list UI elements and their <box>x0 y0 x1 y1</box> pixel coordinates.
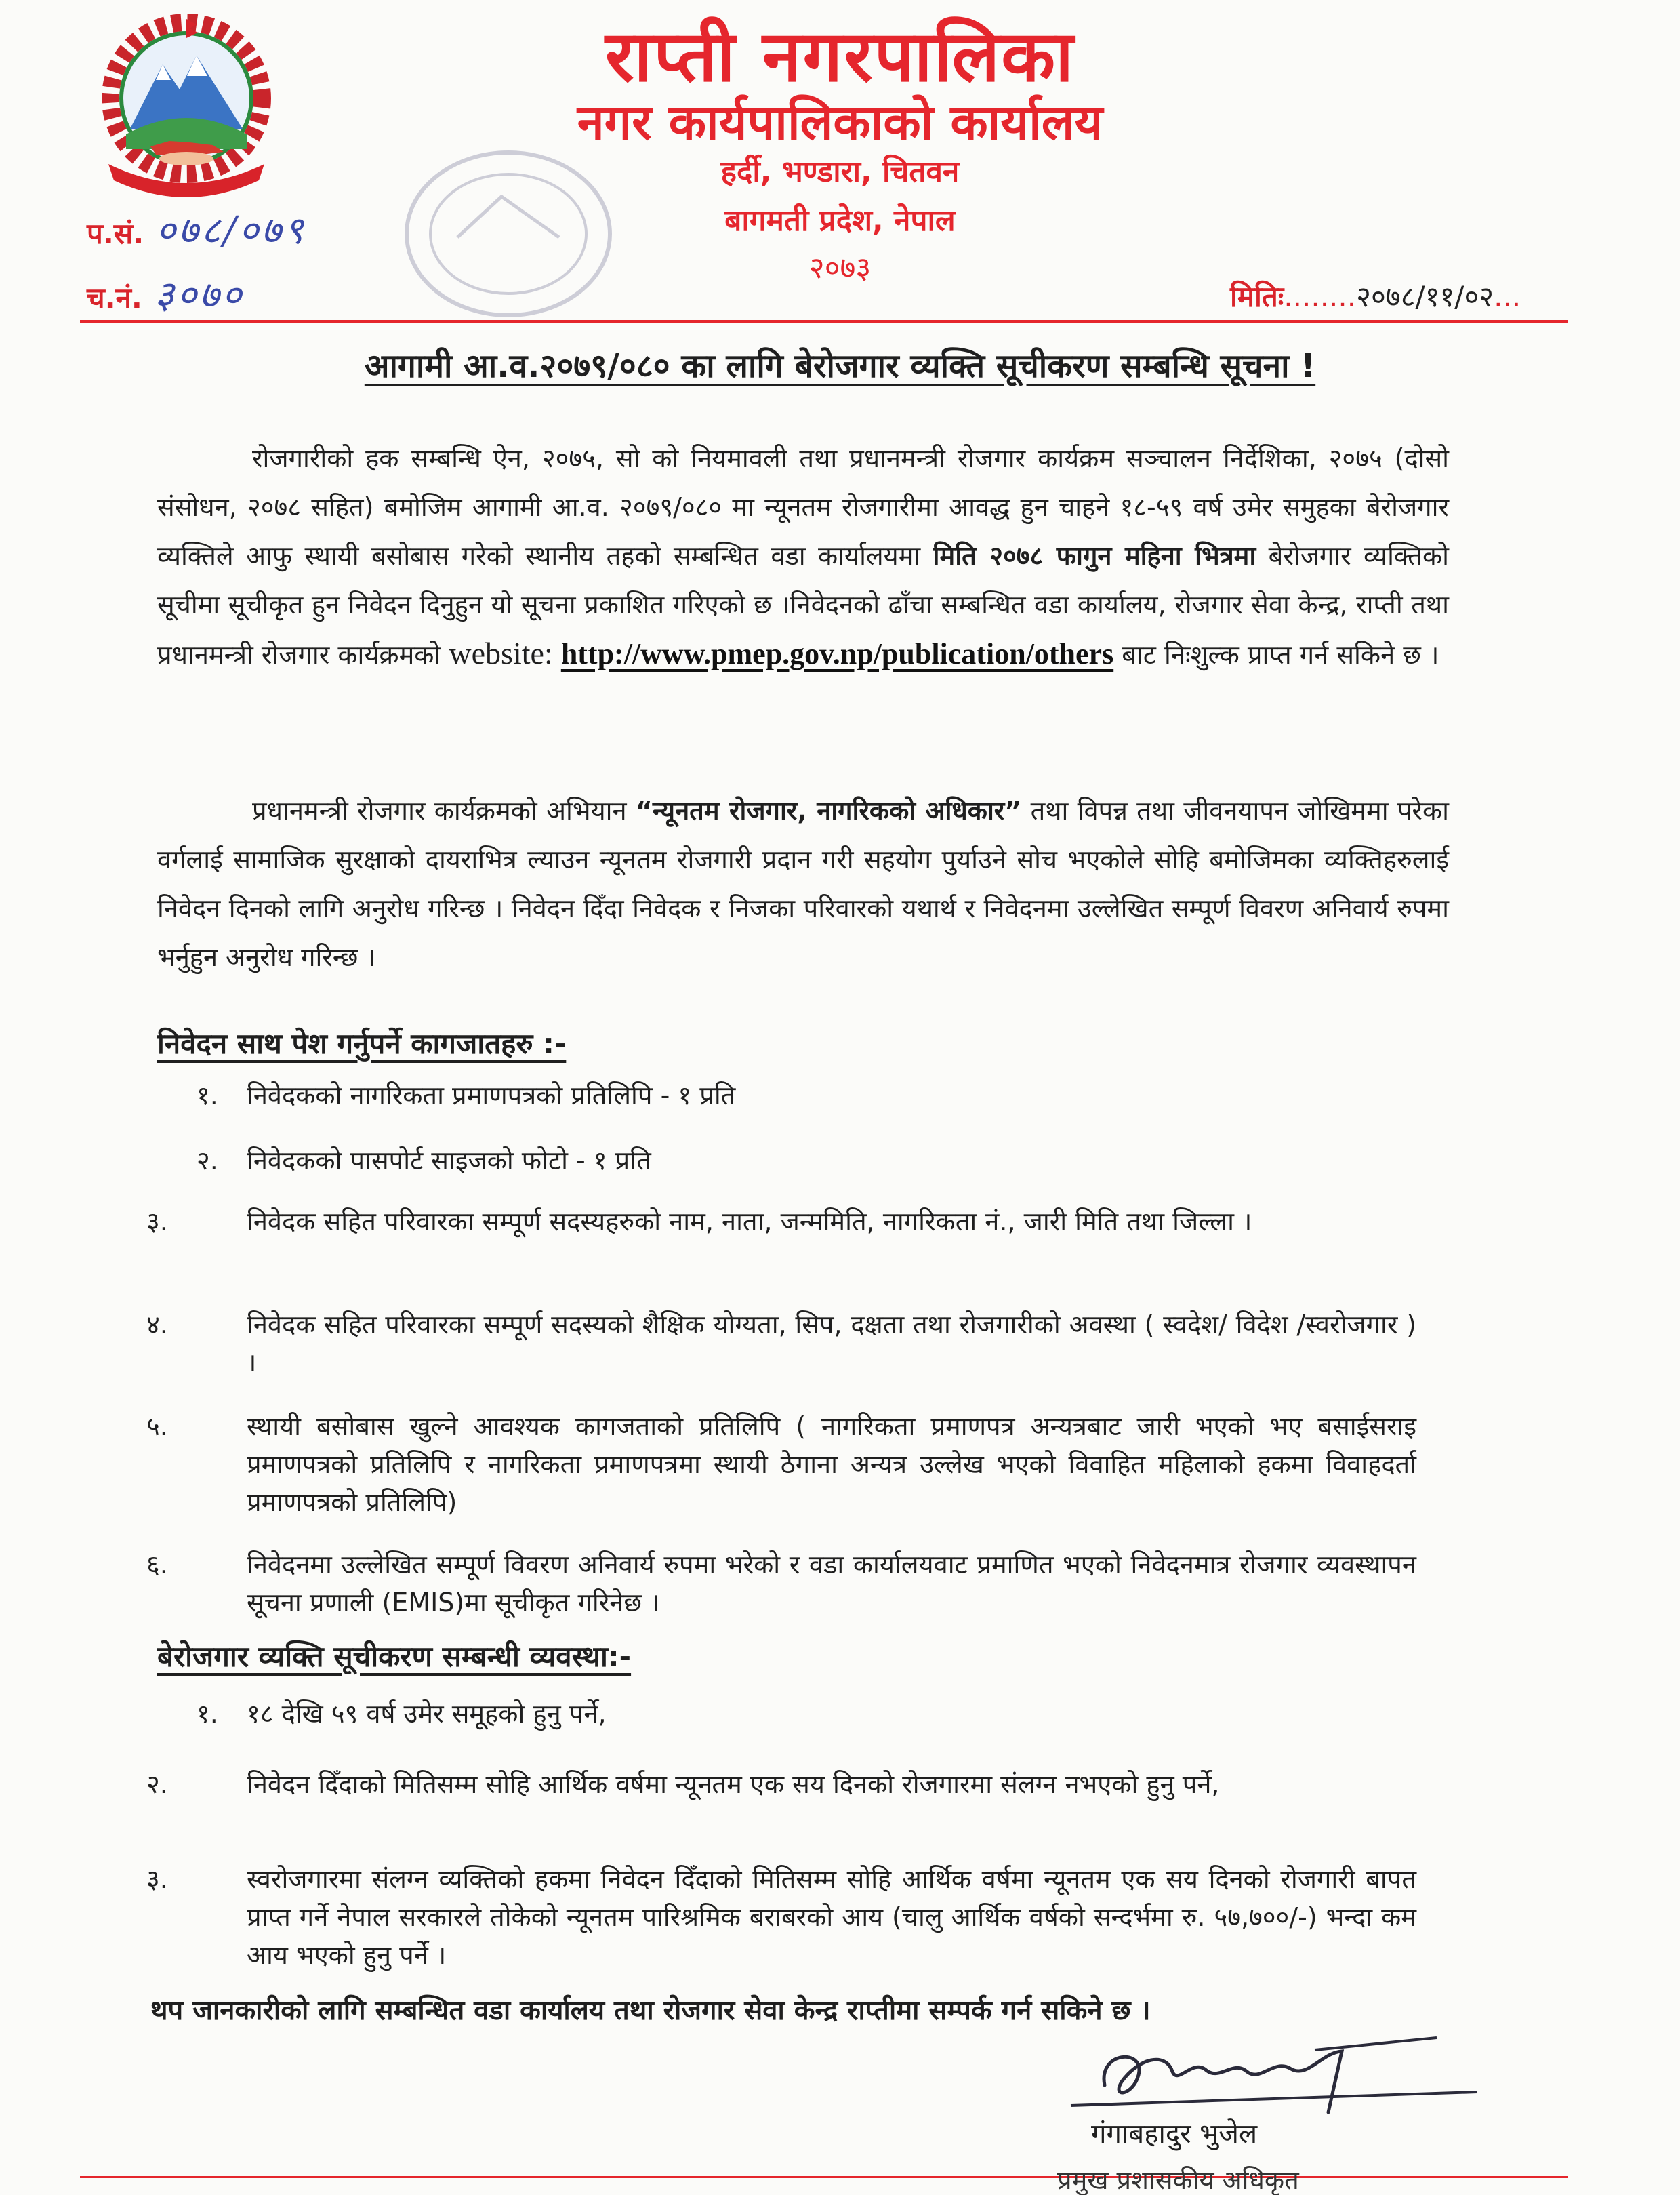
office-name: नगर कार्यपालिकाको कार्यालय <box>577 94 1103 150</box>
list-item <box>197 1695 1416 1733</box>
organization-name: राप्ती नगरपालिका <box>605 15 1075 98</box>
item-text: निवेदन दिँदाको मितिसम्म सोहि आर्थिक वर्षमा न्यूनतम एक सय दिनको रोजगारमा संलग्न नभएको हुनु पर्ने, <box>247 1769 1220 1799</box>
list-item <box>146 1203 1416 1241</box>
reference-label: प.सं. <box>87 217 144 250</box>
date-value: २०७८/११/०२ <box>1356 280 1494 313</box>
para1-deadline: मिति २०७८ फागुन महिना भित्रमा <box>933 541 1256 571</box>
notice-title <box>0 342 1680 390</box>
paragraph-1 <box>157 434 1449 679</box>
footer-divider <box>80 2176 1568 2178</box>
dispatch-label: च.नं. <box>87 281 142 315</box>
item-number: ३. <box>146 1864 168 1894</box>
para1-part-b: बेरोजगार व्यक्तिको सूचीमा सूचीकृत हुन निवेदन दिनुहुन यो सूचना प्रकाशित गरिएको छ ।निवेदनको ढाँचा सम्बन्धित वडा कार्यालय, रोजगार सेवा केन्द्र, राप्ती तथा प्रधानमन्त्री रोजगार कार्यक्रमको <box>157 541 1449 670</box>
pmep-url-link[interactable]: http://www.pmep.gov.np/publication/others <box>560 637 1114 670</box>
signature-icon <box>1057 2011 1491 2126</box>
established-year: २०७३ <box>808 251 872 285</box>
item-text: स्थायी बसोबास खुल्ने आवश्यक कागजताको प्रतिलिपि ( नागरिकता प्रमाणपत्र अन्यत्रबाट जारी भएको भए बसाईसराइ प्रमाणपत्रको प्रतिलिपि र नागरिकता प्रमाणपत्रमा स्थायी ठेगाना अन्यत्र उल्लेख भएको विवाहित महिलाको हकमा विवाहदर्ता प्रमाणपत्रको प्रतिलिपि) <box>247 1411 1416 1517</box>
documents-heading: निवेदन साथ पेश गर्नुपर्ने कागजातहरु :- <box>157 1027 567 1060</box>
item-number: ३. <box>146 1207 168 1236</box>
item-text: निवेदकको नागरिकता प्रमाणपत्रको प्रतिलिपि - १ प्रति <box>247 1081 736 1110</box>
list-item <box>146 1306 1416 1382</box>
item-number: ६. <box>146 1550 168 1579</box>
item-text: निवेदक सहित परिवारका सम्पूर्ण सदस्यहरुको नाम, नाता, जन्ममिति, नागरिकता नं., जारी मिति तथा जिल्ला । <box>247 1207 1252 1236</box>
paragraph-2 <box>157 786 1449 982</box>
list-item <box>146 1860 1416 1974</box>
notice-title-text: आगामी आ.व.२०७९/०८० का लागि बेरोजगार व्यक्ति सूचीकरण सम्बन्धि सूचना ! <box>364 347 1316 385</box>
letter-date <box>1230 277 1521 315</box>
item-text: निवेदक सहित परिवारका सम्पूर्ण सदस्यको शैक्षिक योग्यता, सिप, दक्षता तथा रोजगारीको अवस्था ( स्वदेश/ विदेश /स्वरोजगार ) । <box>247 1310 1416 1377</box>
reference-value: ०७८/०७९ <box>156 209 306 253</box>
list-item <box>197 1142 1416 1180</box>
item-text: निवेदनमा उल्लेखित सम्पूर्ण विवरण अनिवार्य रुपमा भरेको र वडा कार्यालयवाट प्रमाणित भएको निवेदनमात्र रोजगार व्यवस्थापन सूचना प्रणाली (EMIS)मा सूचीकृत गरिनेछ । <box>247 1550 1416 1617</box>
date-trail: ... <box>1494 280 1521 313</box>
dispatch-value: ३०७० <box>154 273 245 317</box>
para2-campaign: “न्यूनतम रोजगार, नागरिकको अधिकार” <box>635 796 1022 826</box>
address-line-1: हर्दी, भण्डारा, चितवन <box>720 155 960 189</box>
list-item <box>146 1546 1416 1622</box>
item-number: १. <box>197 1081 218 1110</box>
para1-part-c: बाट निःशुल्क प्राप्त गर्न सकिने छ । <box>1113 640 1439 670</box>
contact-note: थप जानकारीको लागि सम्बन्धित वडा कार्यालय तथा रोजगार सेवा केन्द्र राप्तीमा सम्पर्क गर्न सकिने छ । <box>150 1995 1151 2026</box>
list-item <box>146 1407 1416 1521</box>
address-line-2: बागमती प्रदेश, नेपाल <box>724 203 956 238</box>
header-divider <box>80 320 1568 323</box>
item-text: १८ देखि ५९ वर्ष उमेर समूहको हुनु पर्ने, <box>247 1699 607 1729</box>
date-label: मितिः <box>1230 280 1284 313</box>
item-number: ४. <box>146 1310 168 1340</box>
item-number: १. <box>197 1699 218 1729</box>
signer-designation: प्रमुख प्रशासकीय अधिकृत <box>1057 2165 1299 2195</box>
list-item <box>197 1076 1416 1114</box>
reference-number <box>87 203 306 255</box>
date-dots: ........ <box>1284 280 1357 313</box>
rules-heading: बेरोजगार व्यक्ति सूचीकरण सम्बन्धी व्यवस्था:- <box>157 1640 632 1673</box>
dispatch-number <box>87 268 244 319</box>
item-number: २. <box>197 1146 218 1175</box>
para1-part-a: रोजगारीको हक सम्बन्धि ऐन, २०७५, सो को नियमावली तथा प्रधानमन्त्री रोजगार कार्यक्रम सञ्चालन निर्देशिका, २०७५ (दोसो संसोधन, २०७८ सहित) बमोजिम आगामी आ.व. २०७९/०८० मा न्यूनतम रोजगारीमा आवद्ध हुन चाहने १८-५९ वर्ष उमेर समुहका बेरोजगार व्यक्तिले आफु स्थायी बसोबास गरेको स्थानीय तहको सम्बन्धित वडा कार्यालयमा <box>157 443 1449 571</box>
para2-part-b: तथा विपन्न तथा जीवनयापन जोखिममा परेका वर्गलाई सामाजिक सुरक्षाको दायराभित्र ल्याउन न्यूनतम रोजगारी प्रदान गरी सहयोग पुर्याउने सोच भएकोले सोहि बमोजिमका व्यक्तिहरुलाई निवेदन दिनको लागि अनुरोध गरिन्छ । निवेदन दिँदा निवेदक र निजका परिवारको यथार्थ र निवेदनमा उल्लेखित सम्पूर्ण विवरण अनिवार्य रुपमा भर्नुहुन अनुरोध गरिन्छ । <box>157 796 1449 972</box>
item-number: २. <box>146 1769 168 1799</box>
item-text: स्वरोजगारमा संलग्न व्यक्तिको हकमा निवेदन दिँदाको मितिसम्म सोहि आर्थिक वर्षमा न्यूनतम एक सय दिनको रोजगारी बापत प्राप्त गर्ने नेपाल सरकारले तोकेको न्यूनतम पारिश्रमिक बराबरको आय (चालु आर्थिक वर्षको सन्दर्भमा रु. ५७,७००/-) भन्दा कम आय भएको हुनु पर्ने । <box>247 1864 1416 1970</box>
item-number: ५. <box>146 1411 168 1441</box>
signer-name: गंगाबहादुर भुजेल <box>1091 2118 1258 2150</box>
para1-website-label: website: <box>449 636 553 670</box>
item-text: निवेदकको पासपोर्ट साइजको फोटो - १ प्रति <box>247 1146 651 1175</box>
list-item <box>146 1765 1416 1803</box>
para2-part-a: प्रधानमन्त्री रोजगार कार्यक्रमको अभियान <box>252 796 636 826</box>
